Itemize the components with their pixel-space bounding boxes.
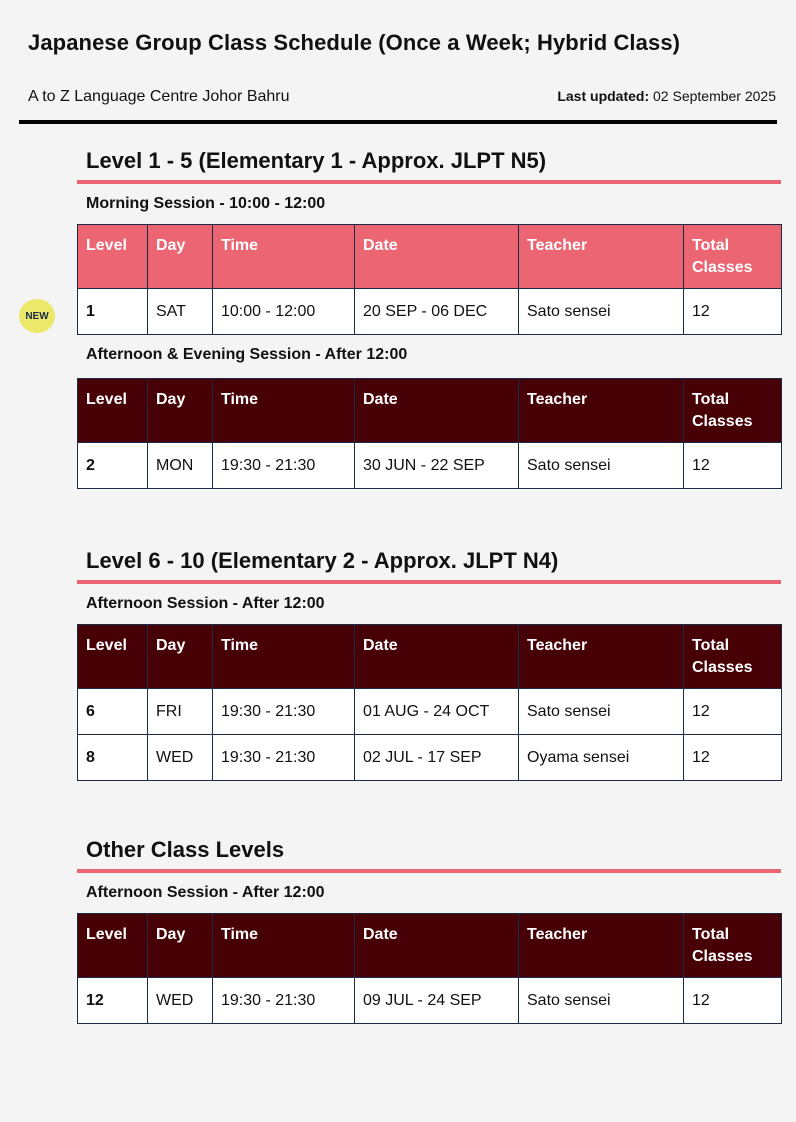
cell-teacher: Sato sensei <box>519 689 684 735</box>
section-level-6-10 <box>77 546 781 781</box>
new-badge: NEW <box>19 299 55 333</box>
cell-total: 12 <box>684 689 782 735</box>
cell-time: 10:00 - 12:00 <box>213 289 355 335</box>
cell-day: WED <box>148 735 213 781</box>
cell-date: 20 SEP - 06 DEC <box>355 289 519 335</box>
cell-time: 19:30 - 21:30 <box>213 735 355 781</box>
schedule-table <box>77 224 782 335</box>
col-level: Level <box>78 379 148 443</box>
col-time: Time <box>213 225 355 289</box>
page-title: Japanese Group Class Schedule (Once a Week; Hybrid Class) <box>28 30 681 55</box>
col-teacher: Teacher <box>519 625 684 689</box>
col-date: Date <box>355 914 519 978</box>
cell-day: MON <box>148 443 213 489</box>
session-title: Morning Session - 10:00 - 12:00 <box>86 195 326 212</box>
cell-date: 30 JUN - 22 SEP <box>355 443 519 489</box>
cell-date: 01 AUG - 24 OCT <box>355 689 519 735</box>
col-total-classes: Total Classes <box>684 625 782 689</box>
cell-date: 02 JUL - 17 SEP <box>355 735 519 781</box>
last-updated-label: Last updated: <box>557 88 650 104</box>
cell-day: FRI <box>148 689 213 735</box>
cell-teacher: Oyama sensei <box>519 735 684 781</box>
schedule-table <box>77 913 782 1024</box>
table-row <box>78 289 782 335</box>
table-row <box>78 978 782 1024</box>
cell-total: 12 <box>684 289 782 335</box>
col-day: Day <box>148 625 213 689</box>
col-time: Time <box>213 914 355 978</box>
section-other-levels <box>77 835 781 1024</box>
cell-level: 1 <box>78 289 148 335</box>
col-total-classes: Total Classes <box>684 914 782 978</box>
cell-teacher: Sato sensei <box>519 443 684 489</box>
table-row <box>78 443 782 489</box>
organization-name: A to Z Language Centre Johor Bahru <box>28 88 290 105</box>
section-title: Level 6 - 10 (Elementary 2 - Approx. JLPT N4) <box>77 546 781 584</box>
table-header-row <box>78 914 782 978</box>
col-level: Level <box>78 914 148 978</box>
table-row <box>78 735 782 781</box>
table-header-row <box>78 625 782 689</box>
last-updated <box>557 88 776 104</box>
cell-level: 12 <box>78 978 148 1024</box>
col-total-classes: Total Classes <box>684 225 782 289</box>
col-teacher: Teacher <box>519 914 684 978</box>
cell-teacher: Sato sensei <box>519 978 684 1024</box>
table-header-row <box>78 379 782 443</box>
cell-time: 19:30 - 21:30 <box>213 978 355 1024</box>
cell-day: WED <box>148 978 213 1024</box>
cell-total: 12 <box>684 443 782 489</box>
cell-level: 6 <box>78 689 148 735</box>
col-day: Day <box>148 914 213 978</box>
col-date: Date <box>355 625 519 689</box>
cell-level: 8 <box>78 735 148 781</box>
section-title: Level 1 - 5 (Elementary 1 - Approx. JLPT N5) <box>77 146 781 184</box>
table-header-row <box>78 225 782 289</box>
cell-total: 12 <box>684 978 782 1024</box>
table-row <box>78 689 782 735</box>
col-level: Level <box>78 625 148 689</box>
col-total-classes: Total Classes <box>684 379 782 443</box>
cell-day: SAT <box>148 289 213 335</box>
cell-teacher: Sato sensei <box>519 289 684 335</box>
session-title: Afternoon Session - After 12:00 <box>86 595 325 612</box>
header-divider <box>19 120 777 124</box>
col-day: Day <box>148 225 213 289</box>
col-level: Level <box>78 225 148 289</box>
cell-date: 09 JUL - 24 SEP <box>355 978 519 1024</box>
session-title: Afternoon & Evening Session - After 12:00 <box>86 346 408 363</box>
col-day: Day <box>148 379 213 443</box>
schedule-table <box>77 378 782 489</box>
section-level-1-5 <box>77 146 781 489</box>
cell-time: 19:30 - 21:30 <box>213 689 355 735</box>
session-title: Afternoon Session - After 12:00 <box>86 884 325 901</box>
col-time: Time <box>213 379 355 443</box>
col-teacher: Teacher <box>519 379 684 443</box>
schedule-table <box>77 624 782 781</box>
col-teacher: Teacher <box>519 225 684 289</box>
col-time: Time <box>213 625 355 689</box>
last-updated-value: 02 September 2025 <box>653 88 776 104</box>
section-title: Other Class Levels <box>77 835 781 873</box>
cell-time: 19:30 - 21:30 <box>213 443 355 489</box>
col-date: Date <box>355 379 519 443</box>
cell-total: 12 <box>684 735 782 781</box>
col-date: Date <box>355 225 519 289</box>
cell-level: 2 <box>78 443 148 489</box>
